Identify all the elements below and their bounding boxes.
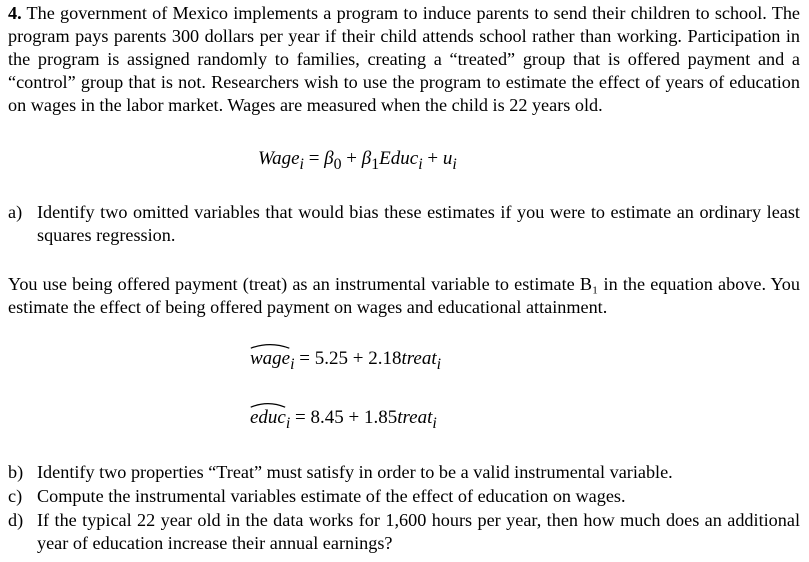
iv-paragraph: You use being offered payment (treat) as an instrumental variable to estimate B₁ in the equation above. You estimate the effect of being offered payment on wages and educational attainment. xyxy=(8,274,800,317)
eq-subscript: i xyxy=(418,155,423,173)
problem-page xyxy=(8,2,801,553)
eq-subscript: 0 xyxy=(333,155,342,173)
part-b-text: Identify two properties “Treat” must satisfy in order to be a valid instrumental variable. xyxy=(37,462,673,482)
part-b xyxy=(8,461,800,484)
hat-accent-icon xyxy=(250,400,286,408)
treat-variable: treat xyxy=(401,348,437,369)
eq-subscript: 1 xyxy=(371,155,380,173)
eq-subscript: i xyxy=(452,155,457,173)
part-c-letter: c) xyxy=(8,486,23,506)
eq-educ-symbol: Educ xyxy=(379,148,419,169)
part-a-letter: a) xyxy=(8,202,23,222)
hat-accent-icon xyxy=(250,341,290,349)
part-a xyxy=(8,201,800,247)
wage-first-stage-equation xyxy=(250,347,441,376)
part-d xyxy=(8,509,800,555)
eq-subscript: i xyxy=(290,355,295,373)
eq-plus: + xyxy=(422,148,443,169)
eq-subscript: i xyxy=(299,155,304,173)
wage-hat-symbol xyxy=(250,347,290,370)
eq-subscript: i xyxy=(432,414,437,432)
part-d-letter: d) xyxy=(8,510,24,530)
wage-hat-text: wage xyxy=(250,348,291,369)
treat-variable: treat xyxy=(397,407,433,428)
eq-subscript: i xyxy=(436,355,442,373)
educ-hat-text: educ xyxy=(250,407,286,428)
main-equation xyxy=(258,147,457,176)
eq-plus: + xyxy=(341,148,362,169)
part-c-text: Compute the instrumental variables estimate of the effect of education on wages. xyxy=(37,486,626,506)
eq-beta0: β xyxy=(324,148,334,169)
educ-hat-symbol xyxy=(250,406,286,429)
problem-intro xyxy=(8,2,800,117)
part-a-text: Identify two omitted variables that would bias these estimates if you were to estimate an ordinary least squares regression. xyxy=(37,202,800,245)
eq-subscript: i xyxy=(285,414,291,432)
eq-beta1: β xyxy=(361,148,372,169)
educ-coefficients: = 8.45 + 1.85 xyxy=(290,407,398,428)
part-c xyxy=(8,485,800,508)
part-b-letter: b) xyxy=(8,462,24,482)
intro-text: The government of Mexico implements a program to induce parents to send their children to school. The program pays parents 300 dollars per year if their child attends school rather than working. Participation in the program is assigned randomly to families, creating a “treated” group that is offered payment and a “control” group that is not. Researchers wish to use the program to estimate the effect of years of education on wages in the labor market. Wages are measured when the child is 22 years old. xyxy=(8,3,801,115)
eq-error-term: u xyxy=(442,148,453,169)
part-d-text: If the typical 22 year old in the data works for 1,600 hours per year, then how much does an additional year of education increase their annual earnings? xyxy=(37,510,800,553)
educ-first-stage-equation xyxy=(250,406,437,435)
eq-wage-symbol: Wage xyxy=(258,148,300,169)
question-number: 4. xyxy=(8,3,22,23)
eq-equals: = xyxy=(303,148,325,169)
wage-coefficients: = 5.25 + 2.18 xyxy=(294,348,402,369)
